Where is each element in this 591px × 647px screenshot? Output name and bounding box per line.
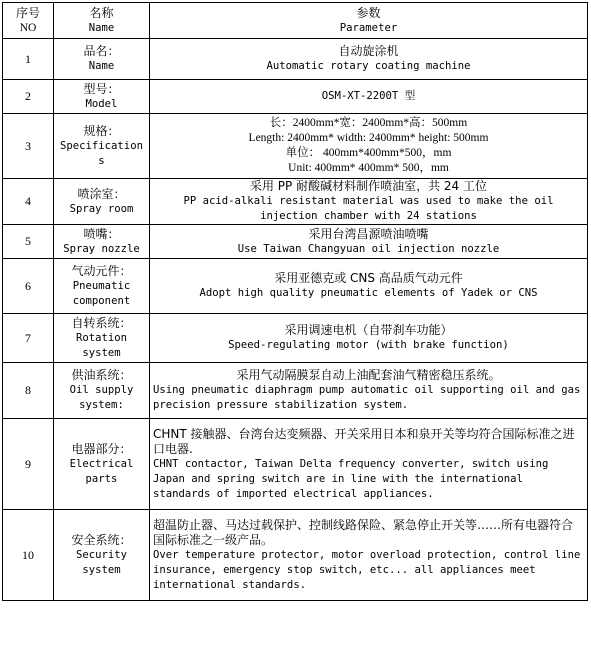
row-name-cn: 电器部分： [71, 441, 132, 456]
param-line: Adopt high quality pneumatic elements of Yadek or CNS [199, 287, 538, 299]
row-number: 9 [3, 419, 54, 510]
param-line: 采用 PP 耐酸碱材料制作喷油室，共 24 工位 [249, 179, 487, 193]
table-row [3, 363, 588, 419]
param-line: 单位： 400mm*400mm*500，mm [285, 147, 452, 159]
row-name-en: Spray nozzle [63, 242, 140, 255]
row-param [150, 510, 588, 601]
row-number: 3 [3, 114, 54, 179]
row-name [54, 225, 150, 259]
header-param [150, 3, 588, 39]
row-name-cn: 供油系统： [71, 368, 132, 382]
row-name-en: Spray room [69, 202, 134, 215]
param-line: PP acid-alkali resistant material was used to make the oil injection chamber with 24 stations [183, 195, 560, 222]
param-line: Length: 2400mm* width: 2400mm* height: 500mm [248, 132, 489, 144]
row-name-cn: 型号： [83, 81, 120, 96]
row-name [54, 114, 150, 179]
row-name [54, 179, 150, 225]
table-row [3, 259, 588, 314]
table-row [3, 179, 588, 225]
param-line: 采用调速电机（自带刹车功能） [284, 323, 453, 337]
row-param [150, 114, 588, 179]
header-name-en: Name [88, 21, 115, 34]
row-name-cn: 规格： [83, 123, 120, 138]
header-name [54, 3, 150, 39]
row-name [54, 510, 150, 601]
row-name [54, 39, 150, 80]
header-param-cn: 参数 [356, 5, 381, 20]
row-name-cn: 气动元件： [71, 263, 132, 278]
header-no-en: NO [19, 21, 37, 34]
row-name [54, 259, 150, 314]
row-number: 5 [3, 225, 54, 259]
header-name-cn: 名称 [89, 5, 114, 20]
row-name [54, 80, 150, 114]
row-number: 2 [3, 80, 54, 114]
row-name [54, 314, 150, 363]
param-line: CHNT contactor, Taiwan Delta frequency converter, switch using Japan and spring switch are in line with the international standards of imported electrical appliances. [153, 457, 555, 500]
row-name-en: Electrical parts [69, 457, 140, 485]
row-param [150, 179, 588, 225]
row-name-en: Specifications [60, 139, 143, 167]
row-number: 10 [3, 510, 54, 601]
table-row [3, 419, 588, 510]
row-param [150, 80, 588, 114]
row-name [54, 363, 150, 419]
param-line: 采用台湾昌源喷油喷嘴 [308, 226, 429, 241]
row-number: 1 [3, 39, 54, 80]
row-name-cn: 品名： [83, 44, 120, 58]
param-line: Using pneumatic diaphragm pump automatic oil supporting oil and gas precision pressure stabilization system. [153, 384, 587, 411]
param-line: CHNT 接触器、台湾台达变频器、开关采用日本和泉开关等均符合国际标准之进口电器. [153, 426, 575, 456]
row-name-en: Oil supply system: [69, 384, 140, 411]
row-number: 4 [3, 179, 54, 225]
row-param [150, 314, 588, 363]
header-no-cn: 序号 [15, 5, 40, 20]
spec-table [2, 2, 588, 601]
param-line: Unit: 400mm* 400mm* 500，mm [288, 162, 449, 174]
param-line: 长：2400mm*宽：2400mm*高：500mm [269, 117, 468, 129]
param-line: 采用亚德克或 CNS 高品质气动元件 [274, 271, 463, 285]
row-name-en: Security system [75, 548, 134, 576]
param-line: 采用气动隔膜泵自动上油配套油气精密稳压系统。 [236, 368, 501, 382]
param-line: Use Taiwan Changyuan oil injection nozzle [237, 242, 500, 255]
row-name-cn: 安全系统： [71, 532, 132, 547]
row-number: 7 [3, 314, 54, 363]
table-row [3, 510, 588, 601]
header-param-en: Parameter [339, 21, 398, 34]
row-name-cn: 自转系统： [71, 315, 132, 330]
table-row [3, 314, 588, 363]
header-row [3, 3, 588, 39]
param-line: 自动旋涂机 [338, 44, 399, 58]
row-name-en: Pneumatic component [72, 279, 137, 307]
row-param [150, 259, 588, 314]
row-name [54, 419, 150, 510]
param-line: 超温防止器、马达过载保护、控制线路保险、紧急停止开关等……所有电器符合国际标准之一级产品。 [153, 517, 574, 547]
row-param [150, 363, 588, 419]
row-name-cn: 喷嘴： [83, 226, 120, 241]
row-number: 6 [3, 259, 54, 314]
header-no [3, 3, 54, 39]
row-param [150, 419, 588, 510]
param-line: Automatic rotary coating machine [266, 60, 471, 72]
param-line: Speed-regulating motor (with brake function) [228, 339, 509, 351]
param-line: OSM-XT-2200T 型 [321, 90, 416, 102]
row-param [150, 225, 588, 259]
row-param [150, 39, 588, 80]
table-row [3, 39, 588, 80]
row-name-cn: 喷涂室： [77, 186, 126, 201]
row-name-en: Rotation system [75, 331, 134, 359]
table-row [3, 114, 588, 179]
row-name-en: Model [85, 97, 118, 110]
row-name-en: Name [88, 60, 115, 72]
table-row [3, 80, 588, 114]
param-line: Over temperature protector, motor overload protection, control line insurance, emergency stop switch, etc... all appliances meet international standards. [153, 548, 587, 591]
row-number: 8 [3, 363, 54, 419]
table-row [3, 225, 588, 259]
